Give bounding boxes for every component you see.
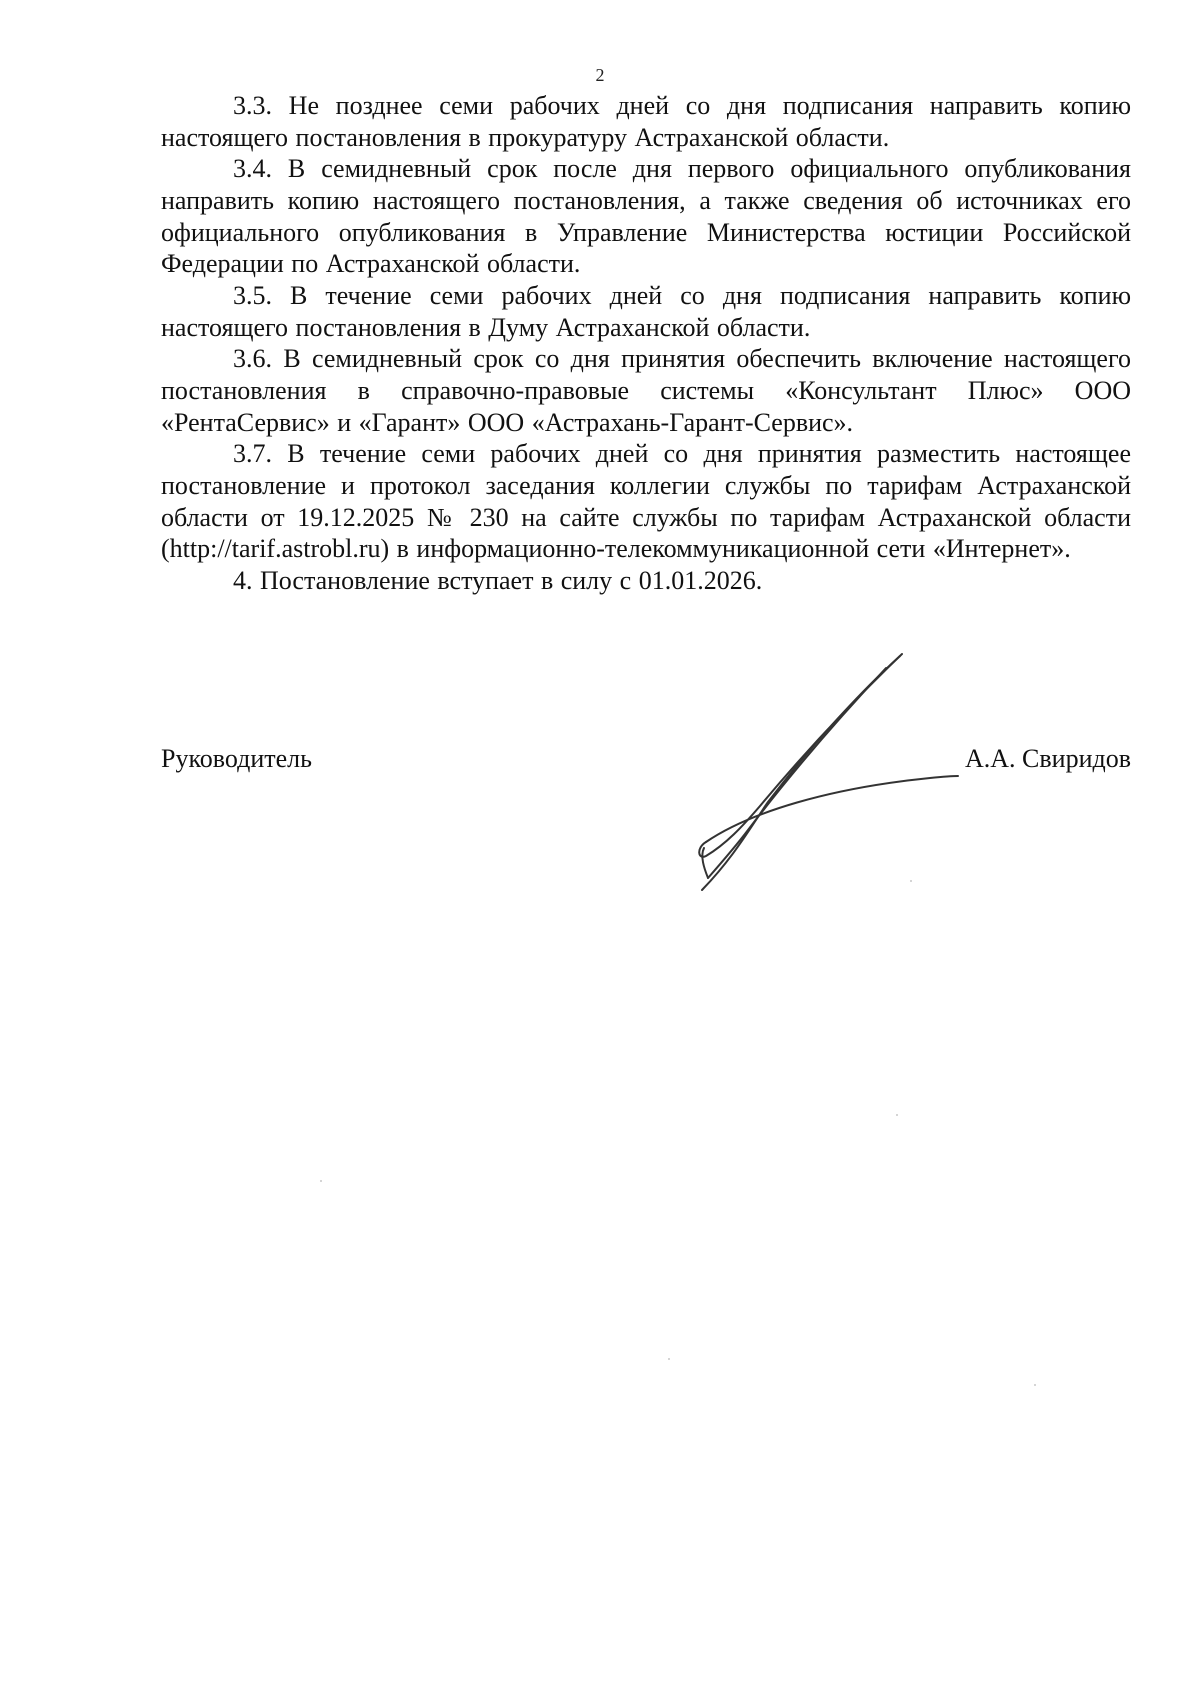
paragraph-3-4: 3.4. В семидневный срок после дня первого официального опубликования направить копию настоящего постановления, а также сведения об источниках его официального опубликования в Управление Министерства юстиции Российской Федерации по Астраханской области.: [161, 154, 1131, 279]
signer-title: Руководитель: [161, 744, 312, 773]
signature-block: [161, 743, 1131, 783]
scan-speck: [1034, 1384, 1036, 1386]
paragraph-3-3: 3.3. Не позднее семи рабочих дней со дня подписания направить копию настоящего постановления в прокуратуру Астраханской области.: [161, 91, 1131, 152]
document-body: [161, 90, 1131, 597]
paragraph-3-6: 3.6. В семидневный срок со дня принятия обеспечить включение настоящего постановления в справочно-правовые системы «Консультант Плюс» ООО «РентаСервис» и «Гарант» ООО «Астрахань-Гарант-Сервис».: [161, 344, 1131, 437]
paragraph-4: 4. Постановление вступает в силу с 01.01.2026.: [233, 565, 763, 595]
page-number: 2: [595, 65, 605, 85]
scan-speck: [668, 1358, 670, 1360]
scan-speck: [320, 1180, 322, 1182]
paragraph-3-7: 3.7. В течение семи рабочих дней со дня принятия разместить настоящее постановление и протокол заседания коллегии службы по тарифам Астраханской области от 19.12.2025 № 230 на сайте службы по тарифам Астраханской области (http://tarif.astrobl.ru) в информационно-телекоммуникационной сети «Интернет».: [161, 439, 1131, 564]
scan-speck: [910, 880, 912, 882]
signer-name: А.А. Свиридов: [964, 744, 1131, 773]
paragraph-3-5: 3.5. В течение семи рабочих дней со дня подписания направить копию настоящего постановления в Думу Астраханской области.: [161, 280, 1131, 342]
scan-speck: [896, 1114, 898, 1116]
